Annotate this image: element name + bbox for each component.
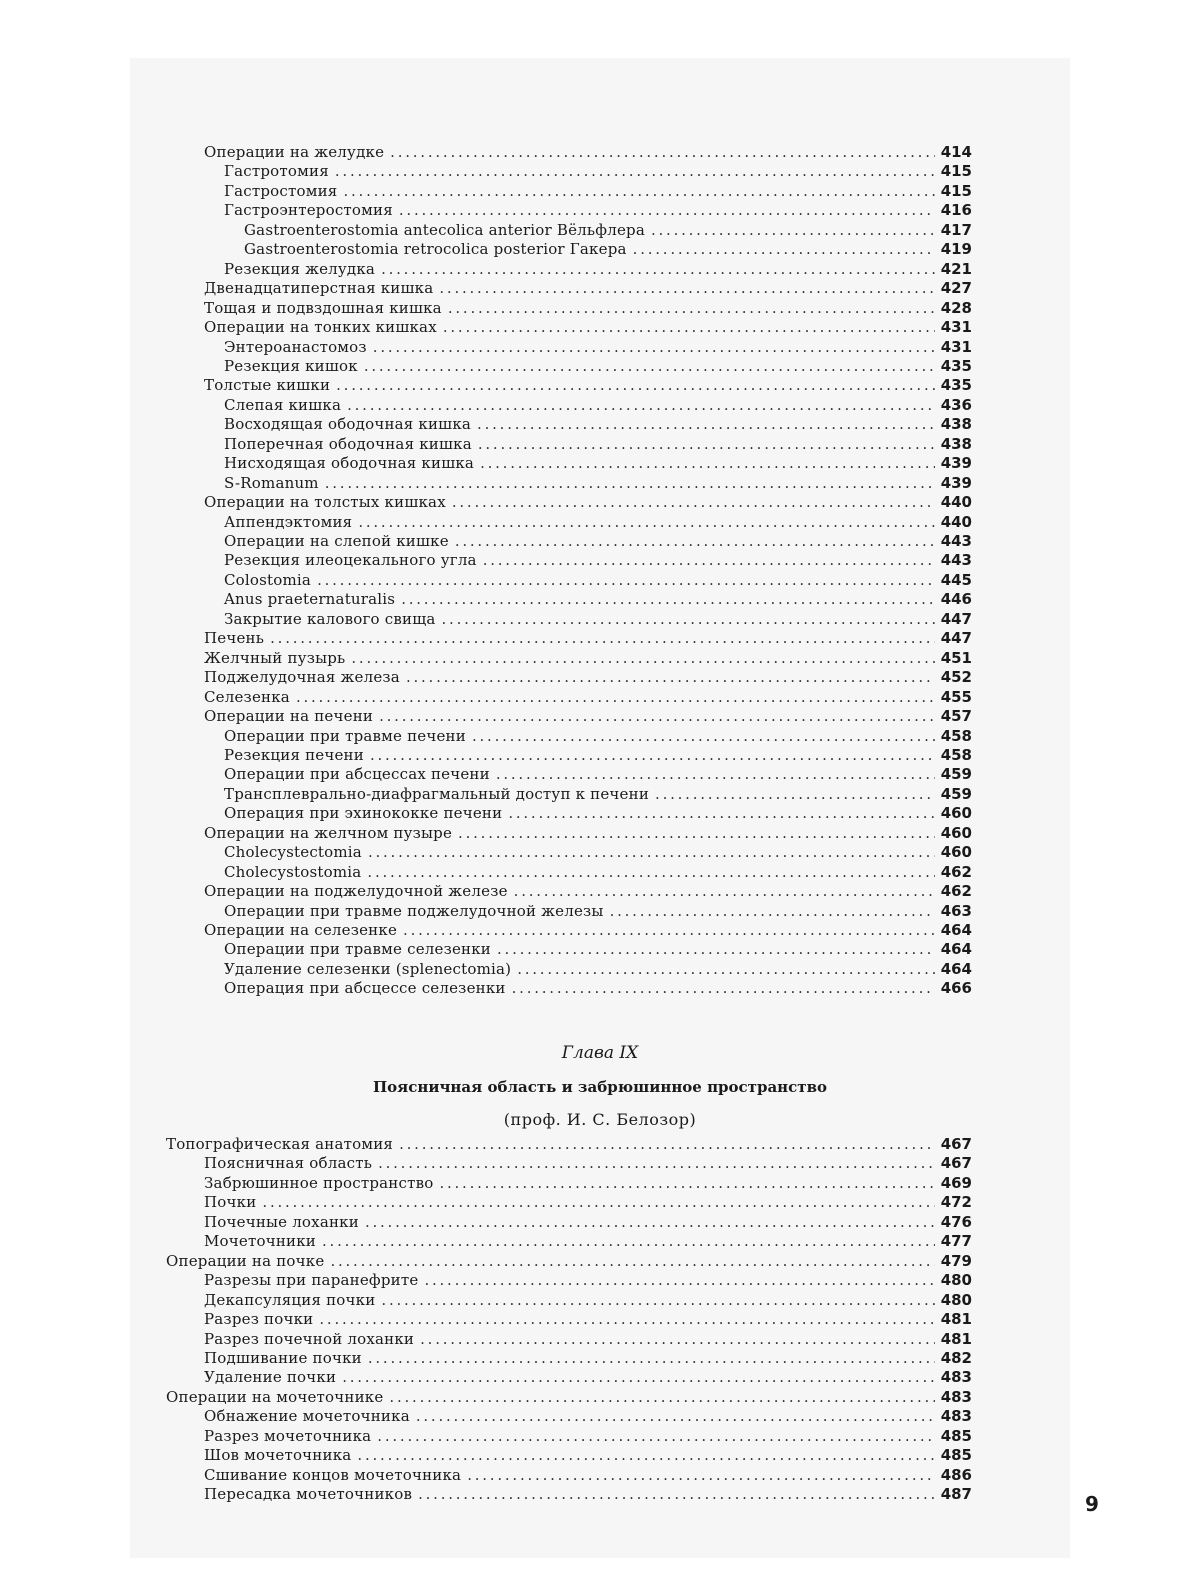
toc-entry: [204, 1484, 972, 1504]
toc-entry-title: Закрытие калового свища: [224, 609, 436, 628]
toc-entry-page: 455: [940, 687, 972, 706]
toc-entry: [204, 1153, 972, 1173]
toc-dot-leader: [317, 570, 935, 590]
toc-entry-page: 438: [940, 434, 972, 453]
toc-dot-leader: [347, 395, 935, 415]
toc-entry-page: 464: [940, 940, 972, 959]
toc-entry-title: Аппендэктомия: [224, 512, 353, 531]
document-page: [130, 58, 1099, 1558]
toc-entry-page: 417: [940, 220, 972, 239]
toc-entry: [204, 375, 972, 395]
toc-dot-leader: [655, 784, 935, 804]
toc-entry-page: 415: [940, 181, 972, 200]
toc-entry-title: Разрез почки: [204, 1310, 314, 1329]
toc-entry-page: 440: [940, 493, 972, 512]
toc-entry-title: Операции на желудке: [204, 143, 385, 161]
toc-entry: [224, 803, 972, 823]
toc-entry-title: Гастроэнтеростомия: [224, 201, 393, 220]
toc-entry-title: Шов мочеточника: [204, 1446, 352, 1465]
toc-entry-page: 460: [940, 823, 972, 842]
toc-entry-page: 472: [940, 1193, 972, 1212]
toc-dot-leader: [508, 803, 934, 823]
toc-dot-leader: [325, 473, 935, 493]
toc-dot-leader: [480, 453, 935, 473]
toc-entry: [204, 881, 972, 901]
toc-entry-title: Операции на печени: [204, 707, 374, 726]
toc-entry-title: Anus praeternaturalis: [224, 590, 396, 609]
toc-entry-page: 443: [940, 551, 972, 570]
toc-dot-leader: [514, 881, 935, 901]
toc-entry: [224, 764, 972, 784]
toc-entry: [204, 1309, 972, 1329]
toc-entry: [224, 200, 972, 220]
toc-entry-page: 483: [940, 1368, 972, 1387]
toc-entry: [224, 939, 972, 959]
toc-entry: [204, 628, 972, 648]
toc-dot-leader: [296, 687, 935, 707]
toc-entry: [204, 648, 972, 668]
toc-dot-leader: [517, 959, 935, 979]
toc-entry: [224, 784, 972, 804]
toc-entry-title: Colostomia: [224, 570, 312, 589]
toc-entry-page: 462: [940, 862, 972, 881]
toc-entry-page: 445: [940, 570, 972, 589]
toc-entry-title: Gastroenterostomia antecolica anterior Вёльфлера: [244, 220, 645, 239]
toc-entry-page: 487: [940, 1485, 972, 1504]
toc-dot-leader: [424, 1270, 934, 1290]
toc-entry-page: 481: [940, 1310, 972, 1329]
toc-dot-leader: [439, 1173, 934, 1193]
toc-entry-title: Операции на толстых кишках: [204, 493, 446, 512]
toc-entry: [204, 1406, 972, 1426]
toc-entry: [204, 492, 972, 512]
toc-dot-leader: [497, 939, 935, 959]
toc-entry: [204, 142, 972, 162]
toc-entry-page: 435: [940, 376, 972, 395]
toc-entry: [224, 356, 972, 376]
toc-dot-leader: [342, 1367, 935, 1387]
toc-entry-page: 415: [940, 162, 972, 181]
toc-entry-page: 419: [940, 240, 972, 259]
toc-entry: [224, 978, 972, 998]
toc-entry-page: 446: [940, 590, 972, 609]
toc-dot-leader: [443, 317, 935, 337]
toc-dot-leader: [381, 1290, 934, 1310]
toc-dot-leader: [401, 589, 935, 609]
toc-entry: [166, 1251, 972, 1271]
toc-entry-page: 439: [940, 454, 972, 473]
toc-entry: [204, 1212, 972, 1232]
toc-entry-title: Поясничная область: [204, 1154, 373, 1173]
toc-entry-title: Операции при травме печени: [224, 726, 466, 745]
toc-entry: [224, 726, 972, 746]
toc-dot-leader: [439, 278, 934, 298]
toc-entry-title: Гастротомия: [224, 162, 329, 181]
toc-dot-leader: [389, 1387, 934, 1407]
toc-entry-title: Операции на тонких кишках: [204, 318, 437, 337]
toc-dot-leader: [403, 920, 935, 940]
toc-dot-leader: [478, 434, 935, 454]
toc-entry-page: 483: [940, 1407, 972, 1426]
toc-entry-page: 464: [940, 921, 972, 939]
toc-entry-page: 486: [940, 1465, 972, 1484]
toc-entry-title: Операции на слепой кишке: [224, 532, 449, 550]
toc-entry-title: Декапсуляция почки: [204, 1290, 376, 1309]
toc-entry-title: Гастростомия: [224, 181, 338, 200]
toc-dot-leader: [351, 648, 934, 668]
toc-entry-title: Разрезы при паранефрите: [204, 1271, 419, 1290]
toc-entry-title: Cholecystectomia: [224, 843, 362, 862]
toc-entry-title: Слепая кишка: [224, 395, 342, 414]
toc-entry-page: 459: [940, 784, 972, 803]
toc-entry-page: 443: [940, 532, 972, 550]
toc-dot-leader: [357, 1445, 934, 1465]
toc-dot-leader: [322, 1231, 935, 1251]
toc-entry-page: 452: [940, 668, 972, 687]
toc-entry-title: Операции на селезенке: [204, 921, 398, 939]
toc-entry: [224, 589, 972, 609]
toc-entry-page: 483: [940, 1387, 972, 1406]
toc-entry-page: 436: [940, 395, 972, 414]
toc-entry-page: 480: [940, 1271, 972, 1290]
toc-dot-leader: [458, 823, 935, 843]
toc-entry-title: Мочеточники: [204, 1232, 316, 1251]
toc-entry: [224, 337, 972, 357]
toc-entry: [204, 687, 972, 707]
toc-entry-title: Поджелудочная железа: [204, 668, 400, 687]
toc-dot-leader: [365, 1212, 935, 1232]
toc-entry: [224, 959, 972, 979]
toc-entry: [244, 220, 972, 240]
toc-dot-leader: [483, 550, 935, 570]
toc-entry: [224, 550, 972, 570]
toc-entry: [204, 1465, 972, 1485]
toc-entry: [224, 842, 972, 862]
toc-entry: [204, 278, 972, 298]
toc-entry-title: Cholecystostomia: [224, 862, 362, 881]
toc-entry-page: 482: [940, 1348, 972, 1367]
toc-dot-leader: [319, 1309, 934, 1329]
toc-entry: [224, 862, 972, 882]
toc-entry: [204, 823, 972, 843]
toc-entry: [224, 570, 972, 590]
toc-dot-leader: [452, 492, 935, 512]
toc-dot-leader: [610, 901, 935, 921]
toc-entry-title: Операции на желчном пузыре: [204, 823, 453, 842]
toc-entry: [166, 1387, 972, 1407]
toc-entry-title: Операция при эхинококке печени: [224, 804, 503, 823]
toc-entry-page: 458: [940, 745, 972, 764]
toc-entry-page: 462: [940, 882, 972, 901]
toc-entry: [204, 1329, 972, 1349]
toc-dot-leader: [467, 1465, 934, 1485]
toc-entry: [224, 181, 972, 201]
toc-entry: [224, 512, 972, 532]
toc-entry: [224, 901, 972, 921]
toc-entry-title: Операция при абсцессе селезенки: [224, 979, 506, 998]
toc-entry: [204, 1192, 972, 1212]
toc-dot-leader: [651, 220, 935, 240]
page-number: 9: [1085, 1492, 1099, 1516]
toc-entry-title: Удаление почки: [204, 1368, 337, 1387]
toc-entry-title: Почечные лоханки: [204, 1212, 359, 1231]
toc-entry-title: Восходящая ободочная кишка: [224, 415, 472, 434]
toc-entry-page: 485: [940, 1426, 972, 1445]
toc-dot-leader: [477, 414, 935, 434]
toc-dot-leader: [420, 1329, 935, 1349]
toc-entry-title: Транcплеврально-диафрагмальный доступ к печени: [224, 784, 650, 803]
toc-entry-title: Селезенка: [204, 687, 290, 706]
toc-dot-leader: [472, 726, 935, 746]
toc-entry-page: 438: [940, 415, 972, 434]
toc-entry-title: Удаление селезенки (splenectomia): [224, 959, 512, 978]
toc-dot-leader: [373, 337, 935, 357]
toc-entry: [204, 1290, 972, 1310]
toc-dot-leader: [381, 259, 935, 279]
toc-entry-page: 440: [940, 512, 972, 531]
toc-entry-title: Нисходящая ободочная кишка: [224, 454, 475, 473]
toc-dot-leader: [379, 706, 935, 726]
toc-dot-leader: [416, 1406, 935, 1426]
toc-entry-title: Забрюшинное пространство: [204, 1173, 434, 1192]
toc-entry: [204, 1367, 972, 1387]
toc-dot-leader: [442, 609, 935, 629]
toc-entry: [224, 414, 972, 434]
toc-entry-title: Резекция илеоцекального угла: [224, 551, 477, 570]
toc-entry: [224, 745, 972, 765]
toc-dot-leader: [330, 1251, 934, 1271]
toc-entry-page: 416: [940, 201, 972, 220]
toc-entry-title: Операции на поджелудочной железе: [204, 882, 508, 901]
toc-entry-title: Двенадцатиперстная кишка: [204, 279, 434, 298]
toc-dot-leader: [512, 978, 935, 998]
toc-entry-title: Энтероанастомоз: [224, 337, 367, 356]
toc-entry-title: Поперечная ободочная кишка: [224, 434, 472, 453]
toc-entry: [204, 706, 972, 726]
toc-entry-page: 431: [940, 337, 972, 356]
toc-entry: [224, 531, 972, 551]
toc-dot-leader: [448, 298, 935, 318]
toc-entry-title: Почки: [204, 1193, 257, 1212]
toc-entry-title: Gastroenterostomia retrocolica posterior Гакера: [244, 240, 627, 259]
toc-entry-title: Пересадка мочеточников: [204, 1485, 413, 1504]
toc-entry-page: 458: [940, 726, 972, 745]
toc-entry-page: 431: [940, 318, 972, 337]
toc-entry-page: 467: [940, 1154, 972, 1173]
toc-entry-page: 451: [940, 648, 972, 667]
toc-dot-leader: [377, 1426, 934, 1446]
toc-entry-page: 463: [940, 901, 972, 920]
toc-entry: [224, 473, 972, 493]
toc-entry-page: 469: [940, 1173, 972, 1192]
toc-dot-leader: [455, 531, 935, 551]
toc-dot-leader: [336, 375, 935, 395]
toc-entry-title: Операции на почке: [166, 1251, 325, 1270]
toc-entry-page: 460: [940, 804, 972, 823]
toc-entry-title: Резекция печени: [224, 745, 364, 764]
toc-entry-page: 447: [940, 629, 972, 648]
toc-entry-title: S-Romanum: [224, 473, 319, 492]
toc-entry-title: Резекция желудка: [224, 259, 376, 278]
toc-entry: [204, 1426, 972, 1446]
toc-entry-page: 421: [940, 259, 972, 278]
toc-entry-title: Разрез почечной лоханки: [204, 1329, 415, 1348]
toc-dot-leader: [406, 667, 935, 687]
toc-entry-title: Печень: [204, 629, 265, 648]
toc-entry-page: 481: [940, 1329, 972, 1348]
toc-entry-page: 480: [940, 1290, 972, 1309]
toc-dot-leader: [335, 161, 935, 181]
toc-dot-leader: [496, 764, 935, 784]
toc-entry: [224, 453, 972, 473]
toc-entry-page: 439: [940, 473, 972, 492]
toc-entry: [244, 239, 972, 259]
toc-dot-leader: [368, 1348, 935, 1368]
toc-dot-leader: [343, 181, 934, 201]
toc-entry-title: Подшивание почки: [204, 1348, 362, 1367]
toc-entry-title: Толстые кишки: [204, 376, 331, 395]
toc-dot-leader: [633, 239, 935, 259]
toc-entry-title: Обнажение мочеточника: [204, 1407, 410, 1426]
toc-entry-page: 479: [940, 1251, 972, 1270]
toc-entry-title: Резекция кишок: [224, 356, 358, 375]
toc-dot-leader: [370, 745, 935, 765]
toc-entry-page: 457: [940, 707, 972, 726]
toc-dot-leader: [364, 356, 935, 376]
toc-entry: [224, 161, 972, 181]
toc-dot-leader: [390, 142, 935, 162]
toc-entry: [204, 1348, 972, 1368]
toc-dot-leader: [399, 1134, 935, 1154]
toc-entry-page: 427: [940, 279, 972, 298]
toc-dot-leader: [262, 1192, 934, 1212]
toc-entry-title: Тощая и подвздошная кишка: [204, 298, 442, 317]
toc-entry: [224, 395, 972, 415]
toc-entry-title: Сшивание концов мочеточника: [204, 1465, 462, 1484]
toc-entry-page: 459: [940, 765, 972, 784]
toc-entry-title: Операции при травме поджелудочной железы: [224, 901, 604, 920]
toc-dot-leader: [358, 512, 934, 532]
toc-dot-leader: [270, 628, 935, 648]
toc-entry-page: 464: [940, 959, 972, 978]
toc-entry-title: Желчный пузырь: [204, 648, 346, 667]
toc-dot-leader: [418, 1484, 935, 1504]
toc-entry-page: 476: [940, 1212, 972, 1231]
toc-dot-leader: [367, 862, 934, 882]
toc-dot-leader: [378, 1153, 935, 1173]
toc-entry-page: 414: [940, 143, 972, 161]
toc-entry: [204, 1173, 972, 1193]
toc-entry: [204, 920, 972, 940]
toc-entry: [204, 667, 972, 687]
toc-entry: [224, 609, 972, 629]
toc-entry-page: 485: [940, 1446, 972, 1465]
toc-dot-leader: [368, 842, 935, 862]
toc-entry: [204, 317, 972, 337]
toc-entry: [166, 1134, 972, 1154]
toc-entry-title: Операции при абсцессах печени: [224, 765, 490, 784]
toc-dot-leader: [399, 200, 935, 220]
toc-entry-page: 428: [940, 298, 972, 317]
toc-entry-page: 466: [940, 979, 972, 998]
chapter-author: (проф. И. С. Белозор): [503, 1110, 697, 1129]
toc-entry: [224, 259, 972, 279]
toc-entry-title: Разрез мочеточника: [204, 1426, 372, 1445]
toc-entry-page: 435: [940, 356, 972, 375]
toc-entry-title: Операции при травме селезенки: [224, 940, 492, 959]
toc-entry-page: 477: [940, 1232, 972, 1251]
toc-entry-title: Операции на мочеточнике: [166, 1387, 384, 1406]
chapter-title: Поясничная область и забрюшинное пространство: [372, 1078, 828, 1096]
toc-entry-page: 447: [940, 609, 972, 628]
toc-entry-page: 460: [940, 843, 972, 862]
toc-entry: [204, 1445, 972, 1465]
toc-entry: [224, 434, 972, 454]
chapter-label: Глава IX: [561, 1043, 639, 1063]
toc-entry: [204, 1231, 972, 1251]
toc-entry: [204, 298, 972, 318]
toc-entry-page: 467: [940, 1135, 972, 1153]
toc-entry-title: Топографическая анатомия: [166, 1135, 394, 1153]
toc-entry: [204, 1270, 972, 1290]
